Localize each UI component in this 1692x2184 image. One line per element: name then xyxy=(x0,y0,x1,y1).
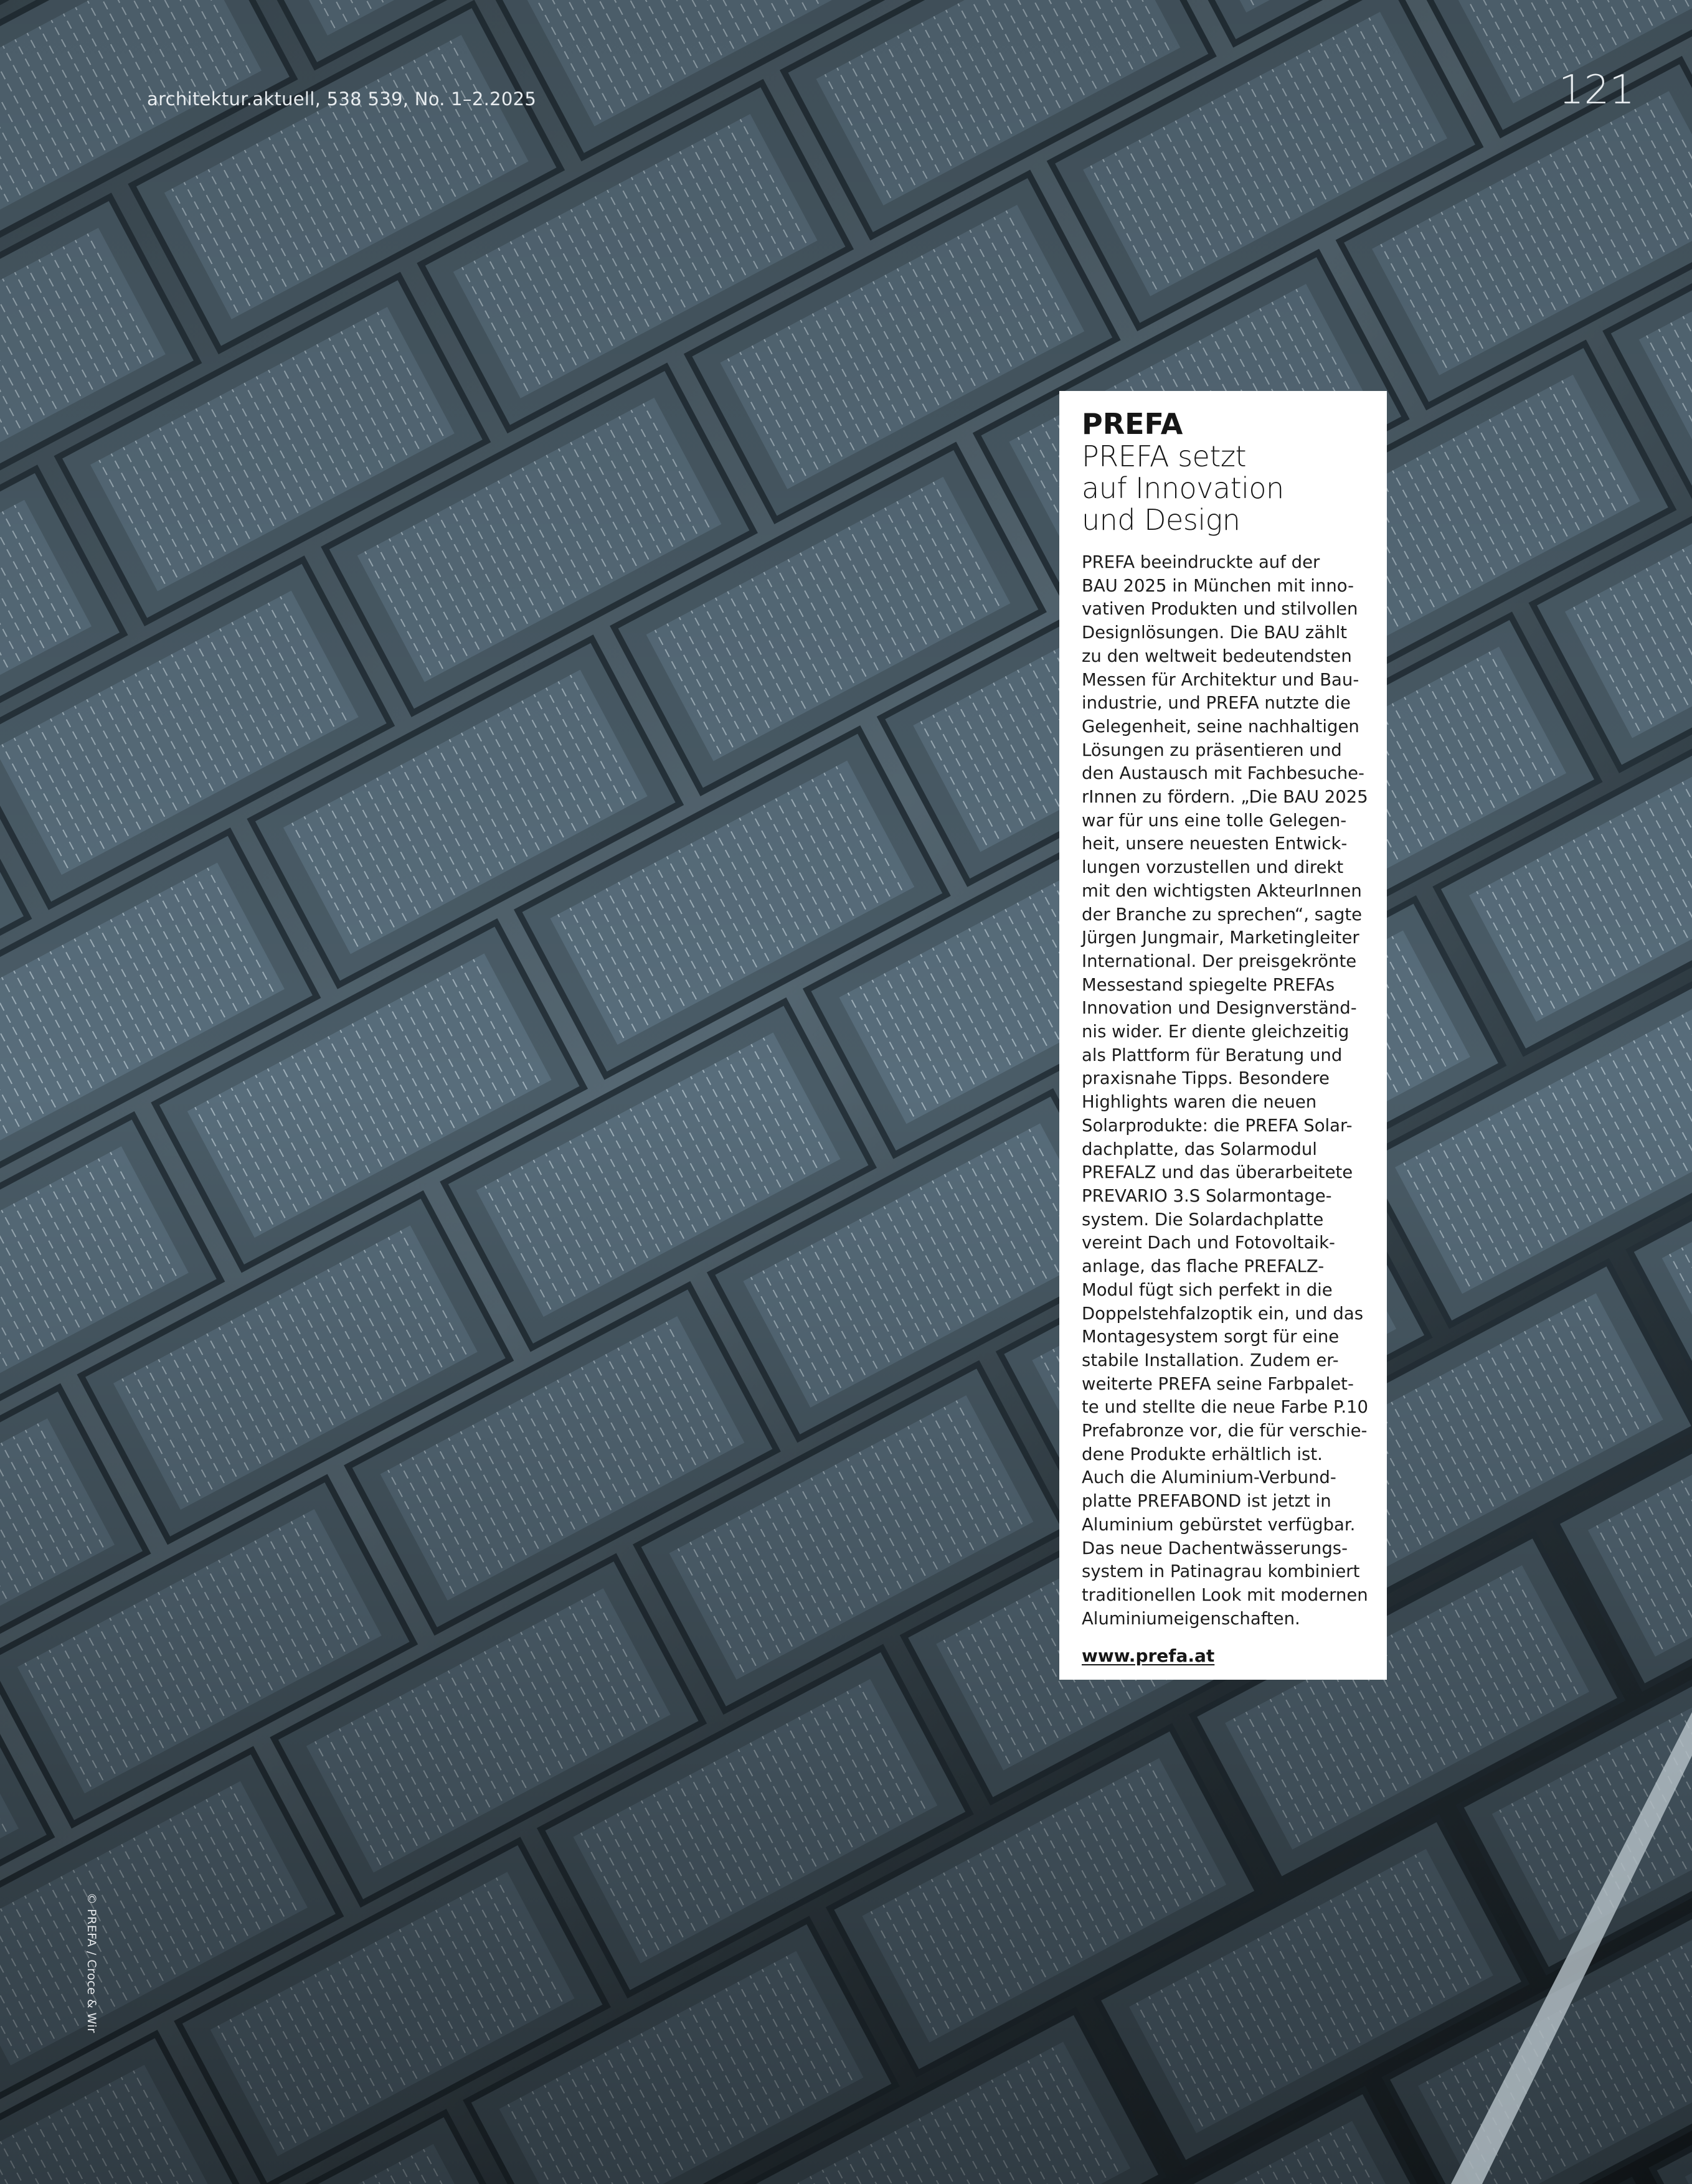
body-line: Highlights waren die neuen xyxy=(1082,1092,1317,1113)
headline-line: PREFA setzt xyxy=(1082,440,1247,473)
body-line: vereint Dach und Fotovoltaik- xyxy=(1082,1233,1335,1253)
body-line: vativen Produkten und stilvollen xyxy=(1082,599,1358,619)
body-line: Aluminium gebürstet verfügbar. xyxy=(1082,1514,1356,1535)
issue-line: architektur.aktuell, 538 539, No. 1–2.2025 xyxy=(147,88,537,110)
body-line: dene Produkte erhältlich ist. xyxy=(1082,1444,1323,1464)
body-line: nis wider. Er diente gleichzeitig xyxy=(1082,1022,1349,1042)
body-line: Designlösungen. Die BAU zählt xyxy=(1082,623,1348,643)
page-number: 121 xyxy=(1558,67,1635,113)
body-line: Auch die Aluminium-Verbund- xyxy=(1082,1467,1336,1488)
headline-line: auf Innovation xyxy=(1082,471,1284,505)
body-line: als Plattform für Beratung und xyxy=(1082,1045,1343,1065)
body-line: mit den wichtigsten AkteurInnen xyxy=(1082,880,1362,901)
body-line: BAU 2025 in München mit inno- xyxy=(1082,575,1354,596)
body-line: war für uns eine tolle Gelegen- xyxy=(1082,810,1347,831)
body-line: der Branche zu sprechen“, sagte xyxy=(1082,904,1363,925)
body-line: Jürgen Jungmair, Marketingleiter xyxy=(1082,928,1359,948)
body-line: PREFALZ und das überarbeitete xyxy=(1082,1162,1353,1183)
body-line: Aluminiumeigenschaften. xyxy=(1082,1608,1300,1629)
body-line: rInnen zu fördern. „Die BAU 2025 xyxy=(1082,787,1368,807)
body-line: system in Patinagrau kombiniert xyxy=(1082,1561,1360,1582)
brand-title: PREFA xyxy=(1082,407,1183,441)
headline-line: und Design xyxy=(1082,503,1241,537)
article-card xyxy=(1059,391,1387,1680)
body-line: system. Die Solardachplatte xyxy=(1082,1209,1324,1230)
photo-credit: © PREFA / Croce & Wir xyxy=(85,1893,98,2033)
body-line: den Austausch mit Fachbesuche- xyxy=(1082,763,1364,784)
body-line: heit, unsere neuesten Entwick- xyxy=(1082,834,1348,854)
article-body xyxy=(1082,551,1369,1631)
body-line: zu den weltweit bedeutendsten xyxy=(1082,646,1352,666)
body-line: anlage, das flache PREFALZ- xyxy=(1082,1256,1325,1277)
body-line: weiterte PREFA seine Farbpalet- xyxy=(1082,1373,1354,1394)
body-line: Das neue Dachentwässerungs- xyxy=(1082,1538,1348,1558)
body-line: platte PREFABOND ist jetzt in xyxy=(1082,1491,1331,1512)
body-line: Messen für Architektur und Bau- xyxy=(1082,669,1359,690)
body-line: Prefabronze vor, die für verschie- xyxy=(1082,1421,1368,1441)
body-line: PREFA beeindruckte auf der xyxy=(1082,552,1320,572)
body-line: Lösungen zu präsentieren und xyxy=(1082,740,1342,760)
body-line: Doppelstehfalzoptik ein, und das xyxy=(1082,1303,1364,1324)
body-line: International. Der preisgekrönte xyxy=(1082,951,1357,971)
body-line: te und stellte die neue Farbe P.10 xyxy=(1082,1397,1369,1418)
article-headline xyxy=(1082,441,1366,536)
body-line: lungen vorzustellen und direkt xyxy=(1082,857,1344,878)
body-line: Solarprodukte: die PREFA Solar- xyxy=(1082,1115,1353,1136)
body-line: Montagesystem sorgt für eine xyxy=(1082,1327,1340,1347)
body-line: traditionellen Look mit modernen xyxy=(1082,1584,1368,1605)
body-line: Innovation und Designverständ- xyxy=(1082,998,1357,1019)
body-line: Modul fügt sich perfekt in die xyxy=(1082,1279,1333,1300)
body-line: Messestand spiegelte PREFAs xyxy=(1082,974,1335,995)
body-line: PREVARIO 3.S Solarmontage- xyxy=(1082,1185,1332,1206)
body-line: Gelegenheit, seine nachhaltigen xyxy=(1082,716,1359,737)
body-line: industrie, und PREFA nutzte die xyxy=(1082,693,1351,713)
body-line: stabile Installation. Zudem er- xyxy=(1082,1350,1339,1370)
body-line: dachplatte, das Solarmodul xyxy=(1082,1139,1317,1159)
body-line: praxisnahe Tipps. Besondere xyxy=(1082,1068,1330,1089)
website-link[interactable]: www.prefa.at xyxy=(1082,1645,1215,1667)
